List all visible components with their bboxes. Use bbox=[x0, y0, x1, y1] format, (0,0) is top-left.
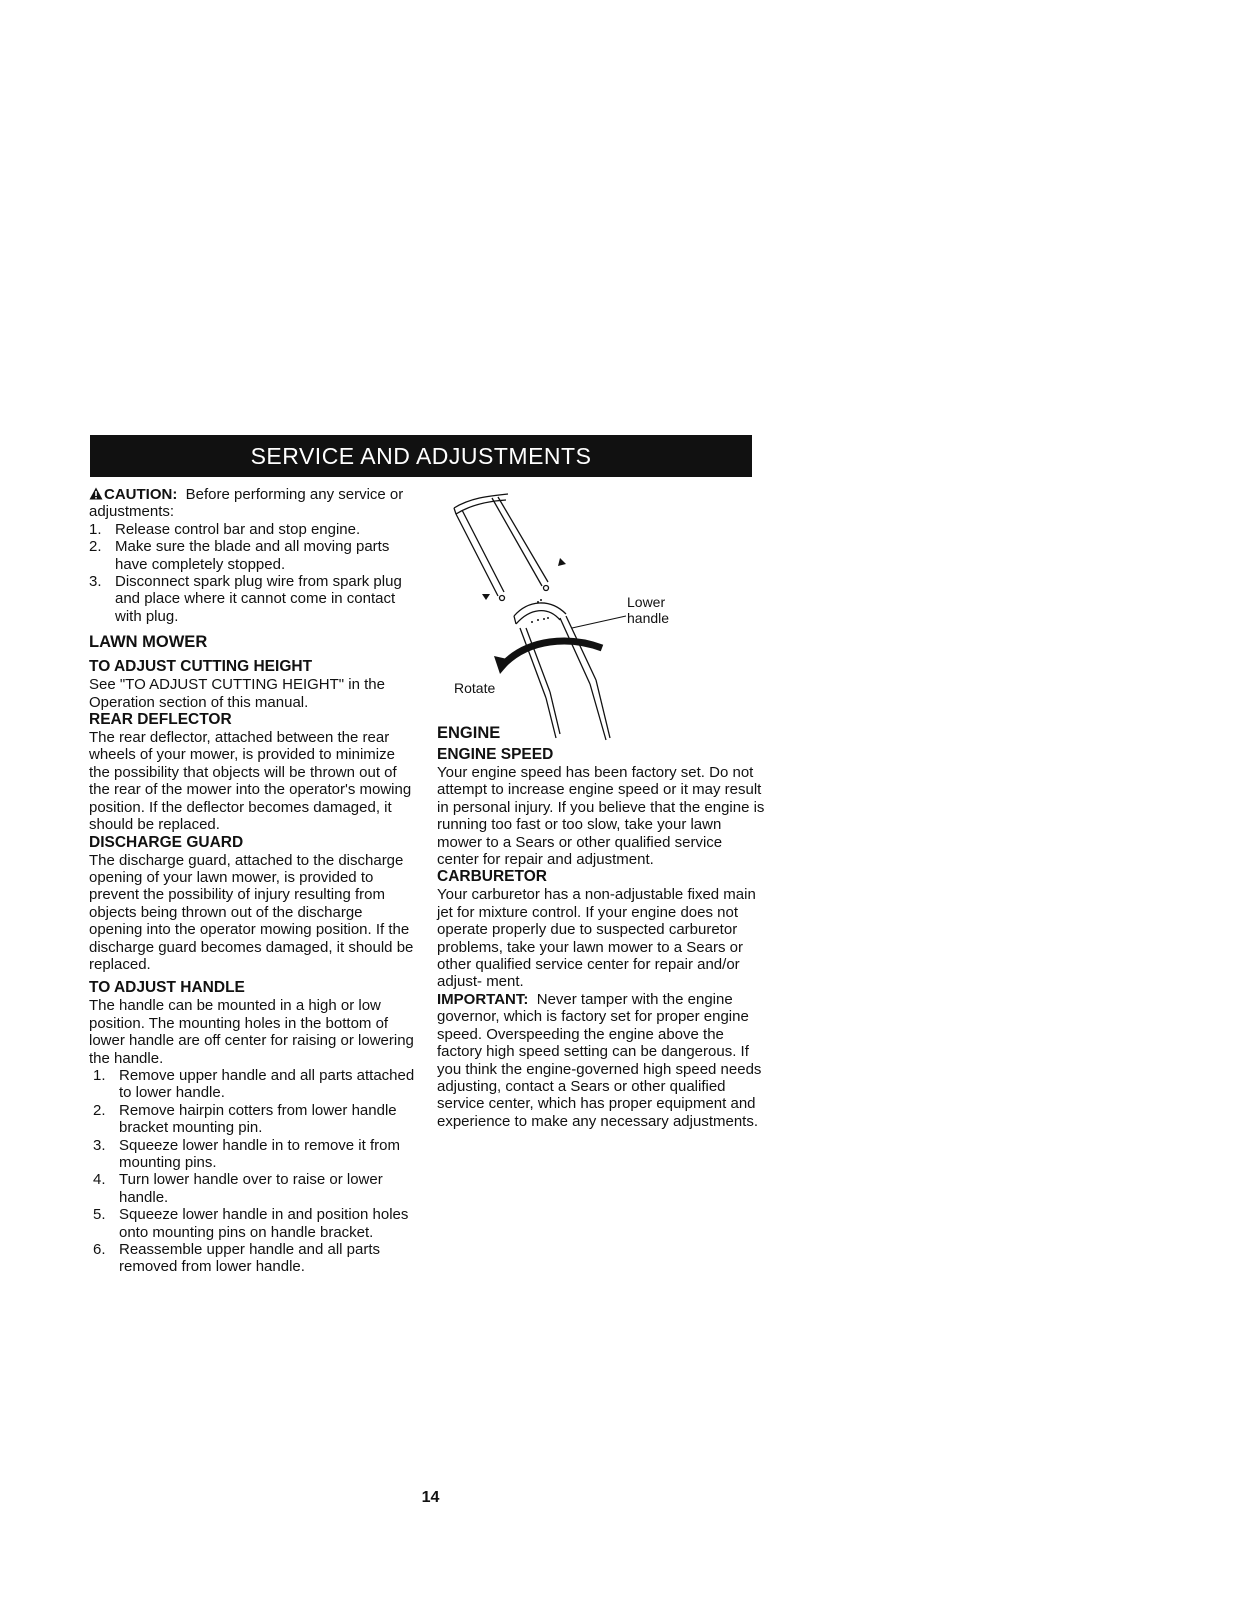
page-number: 14 bbox=[421, 1489, 440, 1506]
list-item: 1. Remove upper handle and all parts attached to lower handle. bbox=[93, 1066, 415, 1102]
rotate-label: Rotate bbox=[454, 680, 496, 696]
list-item: 3. Squeeze lower handle in to remove it from mounting pins. bbox=[93, 1136, 400, 1171]
rear-deflector-text: The rear deflector, attached between the rear wheels of your mower, is provided to minimize the possibility that objects will be thrown out of the rear of the mower into the operator's mowing position. If the deflector becomes damaged, it should be replaced. bbox=[89, 729, 412, 834]
cutting-height-text: See "TO ADJUST CUTTING HEIGHT" in the Operation section of this manual. bbox=[89, 676, 385, 711]
important-label: IMPORTANT: bbox=[437, 990, 529, 1008]
lawn-mower-heading: LAWN MOWER bbox=[89, 633, 208, 652]
adjust-handle-steps bbox=[89, 1067, 419, 1276]
adjust-handle-heading: TO ADJUST HANDLE bbox=[89, 979, 245, 997]
carburetor-text: Your carburetor has a non-adjustable fixed main jet for mixture control. If your engine does not operate properly due to suspected carburetor problems, take your lawn mower to a Sears or other qualified service center for repair and/or adjust- ment. bbox=[437, 886, 756, 991]
lower-handle-label: Lower handle bbox=[627, 594, 670, 626]
left-column bbox=[89, 486, 419, 1276]
list-item: 2. Remove hairpin cotters from lower handle bracket mounting pin. bbox=[93, 1101, 397, 1137]
carburetor-heading: CARBURETOR bbox=[437, 868, 547, 886]
discharge-guard-heading: DISCHARGE GUARD bbox=[89, 833, 244, 851]
cutting-height-heading: TO ADJUST CUTTING HEIGHT bbox=[89, 658, 313, 676]
warning-triangle-icon bbox=[89, 487, 103, 500]
engine-speed-text: Your engine speed has been factory set. Do not attempt to increase engine speed or it may result in personal injury. If you believe that the engine is running too fast or too slow, take your lawn mower to a Sears or other qualified service center for repair and adjustment. bbox=[437, 764, 765, 869]
list-item: 1. Release control bar and stop engine. bbox=[89, 520, 361, 538]
caution-text: Before performing any service or adjustments: bbox=[89, 486, 404, 521]
section-title: SERVICE AND ADJUSTMENTS bbox=[250, 442, 592, 469]
caution-label: CAUTION: bbox=[104, 486, 178, 503]
list-item: 6. Reassemble upper handle and all parts removed from lower handle. bbox=[93, 1241, 380, 1276]
rear-deflector-heading: REAR DEFLECTOR bbox=[89, 711, 232, 729]
discharge-guard-text: The discharge guard, attached to the discharge opening of your lawn mower, is provided to prevent the possibility of injury resulting from objects being thrown out of the discharge opening into the operator mowing position. If the discharge guard becomes damaged, it should be replaced. bbox=[89, 851, 414, 973]
section-banner bbox=[90, 435, 752, 477]
engine-speed-heading: ENGINE SPEED bbox=[437, 746, 554, 763]
list-item: 5. Squeeze lower handle in and position holes onto mounting pins on handle bracket. bbox=[93, 1206, 409, 1241]
important-paragraph bbox=[437, 991, 767, 1130]
engine-heading: ENGINE bbox=[437, 724, 501, 742]
list-item: 3. Disconnect spark plug wire from spark plug and place where it cannot come in contact with plug. bbox=[89, 573, 402, 625]
caution-paragraph bbox=[89, 486, 419, 521]
right-column bbox=[437, 724, 767, 1130]
adjust-handle-text: The handle can be mounted in a high or low position. The mounting holes in the bottom of lower handle are off center for raising or lowering the handle. bbox=[89, 997, 414, 1067]
list-item: 2. Make sure the blade and all moving parts have completely stopped. bbox=[89, 538, 390, 573]
caution-steps bbox=[89, 521, 419, 625]
list-item: 4. Turn lower handle over to raise or lower handle. bbox=[93, 1171, 383, 1206]
important-text: Never tamper with the engine governor, which is factory set for proper engine speed. Overspeeding the engine above the factory high speed setting can be dangerous. If you think the engine-governed high speed needs adjusting, contact a Sears or other qualified service center, which has proper equipment and experience to make any necessary adjustments. bbox=[437, 990, 762, 1130]
